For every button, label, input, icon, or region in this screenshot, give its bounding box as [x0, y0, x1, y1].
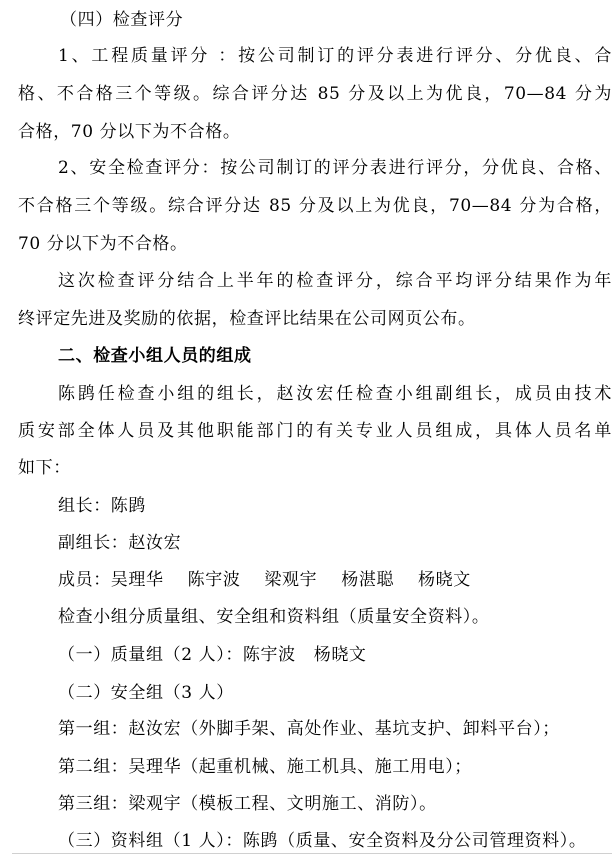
paragraph-safety-scoring-line-2: 不合格三个等级。综合评分达 85 分及以上为优良，70—84 分为合格，: [18, 196, 612, 216]
paragraph-quality-scoring-line-3: 合格，70 分以下为不合格。: [18, 122, 241, 142]
documentation-group-line: （三）资料组（1 人）：陈鹍（质量、安全资料及分公司管理资料）。: [58, 831, 587, 851]
safety-group-line: （二）安全组（3 人）: [58, 683, 234, 703]
safety-subgroup-3-line: 第三组：梁观宇（模板工程、文明施工、消防）。: [58, 794, 437, 814]
safety-subgroup-2-line: 第二组：吴理华（起重机械、施工机具、施工用电）；: [58, 757, 472, 777]
paragraph-annual-evaluation-line-1: 这次检查评分结合上半年的检查评分，综合平均评分结果作为年: [58, 271, 612, 291]
paragraph-safety-scoring-line-1: 2、安全检查评分：按公司制订的评分表进行评分，分优良、合格、: [58, 158, 612, 178]
subgroups-line: 检查小组分质量组、安全组和资料组（质量安全资料）。: [58, 607, 490, 627]
team-leader-line: 组长：陈鹍: [58, 496, 146, 516]
deputy-leader-line: 副组长：赵汝宏: [58, 533, 182, 553]
quality-group-line: （一）质量组（2 人）：陈宇波 杨晓文: [58, 645, 367, 665]
paragraph-team-leaders-line-2: 质安部全体人员及其他职能部门的有关专业人员组成，具体人员名单: [18, 421, 612, 441]
members-line: 成员：吴理华 陈宇波 梁观宇 杨湛聪 杨晓文: [58, 570, 471, 590]
section-heading-team-composition: 二、检查小组人员的组成: [58, 346, 252, 366]
paragraph-quality-scoring-line-1: 1、工程质量评分 ：按公司制订的评分表进行评分、分优良、合: [58, 46, 612, 66]
paragraph-annual-evaluation-line-2: 终评定先进及奖励的依据，检查评比结果在公司网页公布。: [18, 309, 476, 329]
paragraph-safety-scoring-line-3: 70 分以下为不合格。: [18, 234, 188, 254]
page-bottom-divider: [12, 853, 612, 854]
safety-subgroup-1-line: 第一组：赵汝宏（外脚手架、高处作业、基坑支护、卸料平台）；: [58, 719, 560, 739]
paragraph-team-leaders-line-3: 如下：: [18, 458, 71, 478]
paragraph-quality-scoring-line-2: 格、不合格三个等级。综合评分达 85 分及以上为优良，70—84 分为: [18, 84, 612, 104]
section-heading-inspection-scoring: （四）检查评分: [60, 10, 184, 30]
paragraph-team-leaders-line-1: 陈鹍任检查小组的组长，赵汝宏任检查小组副组长，成员由技术: [58, 384, 612, 404]
